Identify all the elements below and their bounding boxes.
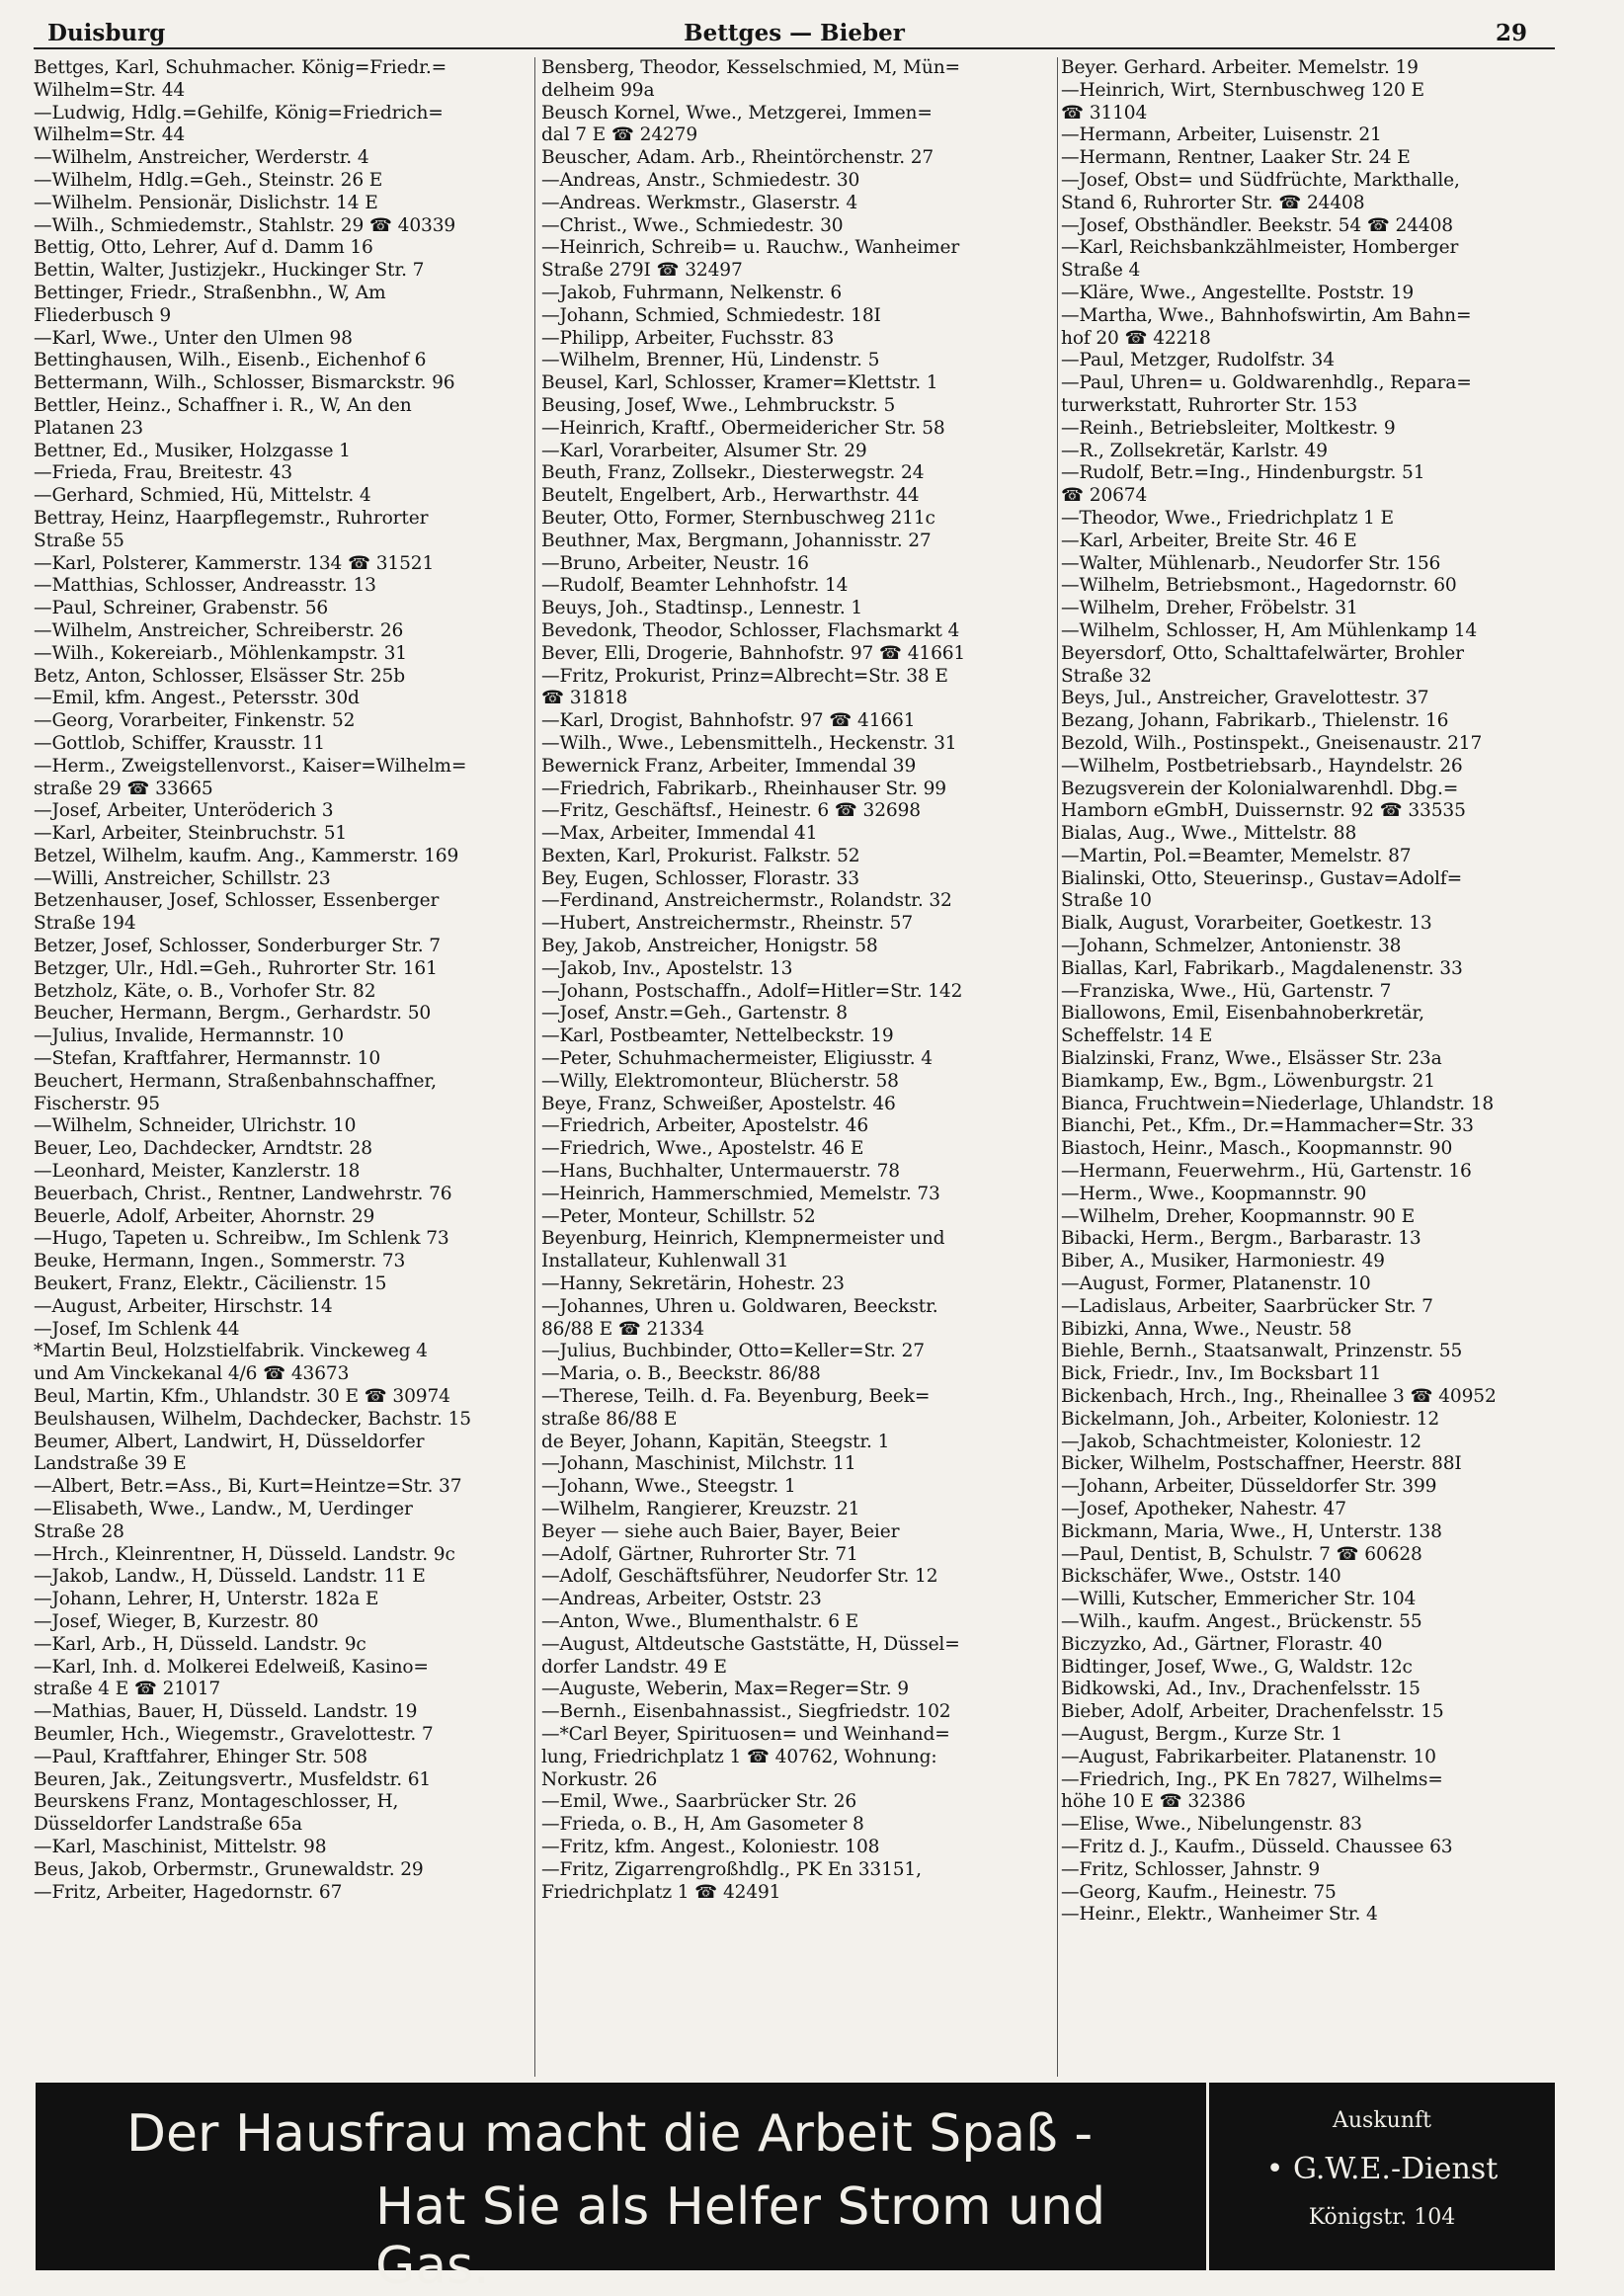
directory-entry-line: Bettges, Karl, Schuhmacher. König=Friedr.= (34, 57, 447, 78)
directory-entry-line: —Johann, Wwe., Steegstr. 1 (541, 1476, 796, 1498)
directory-entry-line: —Herm., Zweigstellenvorst., Kaiser=Wilhelm= (34, 755, 467, 777)
directory-entry-line: —Johann, Postschaffn., Adolf=Hitler=Str. 142 (541, 980, 963, 1002)
page-number: 29 (1495, 20, 1527, 46)
directory-entry-line: Straße 55 (34, 530, 124, 551)
directory-entry-line: —Elisabeth, Wwe., Landw., M, Uerdinger (34, 1499, 413, 1519)
directory-entry-line: Bieber, Adolf, Arbeiter, Drachenfelsstr. 15 (1061, 1701, 1444, 1723)
directory-entry-line: —August, Altdeutsche Gaststätte, H, Düssel= (541, 1633, 960, 1655)
directory-entry-line: Straße 28 (34, 1520, 124, 1542)
directory-entry-line: —Matthias, Schlosser, Andreasstr. 13 (34, 575, 376, 597)
directory-entry-line: —Fritz, Arbeiter, Hagedornstr. 67 (34, 1881, 343, 1903)
directory-entry-line: straße 86/88 E (541, 1408, 678, 1430)
directory-entry-line: Beusing, Josef, Wwe., Lehmbruckstr. 5 (541, 394, 896, 416)
directory-entry-line: Bewernick Franz, Arbeiter, Immendal 39 (541, 755, 917, 777)
directory-column-2 (541, 57, 1055, 2083)
directory-entry-line: Bettner, Ed., Musiker, Holzgasse 1 (34, 440, 351, 461)
directory-entry-line: Straße 32 (1061, 665, 1152, 687)
directory-column-1 (34, 57, 528, 2083)
directory-entry-line: Beus, Jakob, Orbermstr., Grunewaldstr. 29 (34, 1858, 424, 1880)
directory-entry-line: —Rudolf, Beamter Lehnhofstr. 14 (541, 575, 849, 597)
directory-entry-line: —Fritz, Zigarrengroßhdlg., PK En 33151, (541, 1858, 922, 1880)
directory-entry-line: Bettig, Otto, Lehrer, Auf d. Damm 16 (34, 237, 373, 259)
directory-entry-line: —Andreas, Anstr., Schmiedestr. 30 (541, 169, 860, 191)
directory-entry-line: Bibacki, Herm., Bergm., Barbarastr. 13 (1061, 1228, 1421, 1250)
directory-entry-line: lung, Friedrichplatz 1 ☎ 40762, Wohnung: (541, 1746, 937, 1767)
directory-entry-line: Landstraße 39 E (34, 1453, 187, 1475)
directory-entry-line: —Josef, Im Schlenk 44 (34, 1318, 240, 1340)
directory-entry-line: —Julius, Buchbinder, Otto=Keller=Str. 27 (541, 1341, 925, 1362)
directory-entry-line: Wilhelm=Str. 44 (34, 124, 186, 146)
directory-entry-line: hof 20 ☎ 42218 (1061, 327, 1211, 349)
directory-entry-line: Bever, Elli, Drogerie, Bahnhofstr. 97 ☎ 41661 (541, 642, 966, 664)
directory-entry-line: Bexten, Karl, Prokurist. Falkstr. 52 (541, 845, 860, 866)
directory-entry-line: Bettin, Walter, Justizjekr., Huckinger Str. 7 (34, 260, 425, 282)
directory-entry-line: Beuthner, Max, Bergmann, Johannisstr. 27 (541, 530, 932, 551)
directory-entry-line: Beuchert, Hermann, Straßenbahnschaffner, (34, 1070, 437, 1092)
ad-slogan-line-1: Der Hausfrau macht die Arbeit Spaß - (126, 2104, 1094, 2164)
directory-entry-line: —Stefan, Kraftfahrer, Hermannstr. 10 (34, 1048, 381, 1070)
directory-entry-line: —Hugo, Tapeten u. Schreibw., Im Schlenk 73 (34, 1228, 449, 1250)
directory-entry-line: Beuys, Joh., Stadtinsp., Lennestr. 1 (541, 598, 863, 619)
directory-entry-line: Beuer, Leo, Dachdecker, Arndtstr. 28 (34, 1138, 372, 1160)
directory-entry-line: —Ludwig, Hdlg.=Gehilfe, König=Friedrich= (34, 102, 444, 123)
directory-entry-line: Betzger, Ulr., Hdl.=Geh., Ruhrorter Str. 161 (34, 957, 438, 979)
directory-entry-line: und Am Vinckekanal 4/6 ☎ 43673 (34, 1363, 350, 1385)
directory-entry-line: Biehle, Bernh., Staatsanwalt, Prinzenstr. 55 (1061, 1341, 1463, 1362)
directory-entry-line: Betz, Anton, Schlosser, Elsässer Str. 25b (34, 665, 405, 687)
directory-entry-line: —Heinrich, Schreib= u. Rauchw., Wanheimer (541, 237, 960, 259)
directory-entry-line: Beyer — siehe auch Baier, Bayer, Beier (541, 1520, 900, 1542)
directory-entry-line: —Willi, Kutscher, Emmericher Str. 104 (1061, 1589, 1417, 1610)
directory-entry-line: —Maria, o. B., Beeckstr. 86/88 (541, 1363, 821, 1385)
directory-entry-line: *Martin Beul, Holzstielfabrik. Vinckeweg 4 (34, 1341, 428, 1362)
directory-entry-line: Bialinski, Otto, Steuerinsp., Gustav=Adolf= (1061, 867, 1463, 889)
directory-entry-line: —Wilhelm, Betriebsmont., Hagedornstr. 60 (1061, 575, 1457, 597)
directory-entry-line: —Rudolf, Betr.=Ing., Hindenburgstr. 51 (1061, 462, 1425, 484)
directory-entry-line: Biallas, Karl, Fabrikarb., Magdalenenstr. 33 (1061, 957, 1463, 979)
directory-entry-line: —Johann, Lehrer, H, Unterstr. 182a E (34, 1589, 379, 1610)
directory-entry-line: —Reinh., Betriebsleiter, Moltkestr. 9 (1061, 417, 1396, 439)
directory-entry-line: Bezugsverein der Kolonialwarenhdl. Dbg.= (1061, 778, 1459, 799)
directory-entry-line: Beumer, Albert, Landwirt, H, Düsseldorfer (34, 1431, 425, 1452)
directory-entry-line: 86/88 E ☎ 21334 (541, 1318, 704, 1340)
directory-entry-line: —Wilhelm, Schneider, Ulrichstr. 10 (34, 1115, 357, 1137)
directory-entry-line: —Karl, Wwe., Unter den Ulmen 98 (34, 327, 353, 349)
header-title: Bettges — Bieber (684, 20, 905, 46)
directory-entry-line: —Peter, Monteur, Schillstr. 52 (541, 1205, 816, 1227)
directory-entry-line: —Paul, Schreiner, Grabenstr. 56 (34, 598, 329, 619)
directory-entry-line: —Wilh., Schmiedemstr., Stahlstr. 29 ☎ 40339 (34, 214, 456, 236)
directory-entry-line: Platanen 23 (34, 417, 143, 439)
directory-entry-line: Biastoch, Heinr., Masch., Koopmannstr. 90 (1061, 1138, 1453, 1160)
directory-entry-line: Bettinghausen, Wilh., Eisenb., Eichenhof 6 (34, 350, 427, 371)
column-divider (534, 57, 535, 2077)
directory-entry-line: Beyenburg, Heinrich, Klempnermeister und (541, 1228, 945, 1250)
directory-entry-line: straße 29 ☎ 33665 (34, 778, 213, 799)
directory-entry-line: Straße 4 (1061, 260, 1141, 282)
directory-entry-line: Betzenhauser, Josef, Schlosser, Essenberger (34, 890, 440, 912)
directory-entry-line: Beyer. Gerhard. Arbeiter. Memelstr. 19 (1061, 57, 1419, 78)
directory-entry-line: Beusch Kornel, Wwe., Metzgerei, Immen= (541, 102, 933, 123)
directory-entry-line: Installateur, Kuhlenwall 31 (541, 1251, 789, 1272)
directory-entry-line: Scheffelstr. 14 E (1061, 1025, 1213, 1047)
directory-entry-line: Friedrichplatz 1 ☎ 42491 (541, 1881, 781, 1903)
directory-entry-line: —Wilhelm, Postbetriebsarb., Hayndelstr. 26 (1061, 755, 1463, 777)
column-divider (1057, 57, 1058, 2077)
directory-entry-line: —Frieda, Frau, Breitestr. 43 (34, 462, 292, 484)
directory-entry-line: turwerkstatt, Ruhrorter Str. 153 (1061, 394, 1358, 416)
directory-entry-line: dal 7 E ☎ 24279 (541, 124, 698, 146)
directory-entry-line: ☎ 31818 (541, 688, 628, 709)
directory-entry-line: —Karl, Drogist, Bahnhofstr. 97 ☎ 41661 (541, 710, 916, 732)
directory-entry-line: —Hans, Buchhalter, Untermauerstr. 78 (541, 1161, 900, 1183)
directory-entry-line: Bettinger, Friedr., Straßenbhn., W, Am (34, 282, 386, 303)
ad-slogan (36, 2083, 1197, 2296)
directory-entry-line: —Wilhelm, Anstreicher, Werderstr. 4 (34, 147, 369, 169)
directory-entry-line: —Karl, Vorarbeiter, Alsumer Str. 29 (541, 440, 867, 461)
directory-entry-line: —August, Bergm., Kurze Str. 1 (1061, 1723, 1342, 1745)
directory-entry-line: Beyersdorf, Otto, Schalttafelwärter, Brohler (1061, 642, 1464, 664)
directory-entry-line: Biber, A., Musiker, Harmoniestr. 49 (1061, 1251, 1385, 1272)
directory-entry-line: Bianchi, Pet., Kfm., Dr.=Hammacher=Str. 33 (1061, 1115, 1474, 1137)
directory-entry-line: Bialk, August, Vorarbeiter, Goetkestr. 13 (1061, 913, 1432, 935)
directory-column-3 (1061, 57, 1555, 2083)
directory-entry-line: —Friedrich, Fabrikarb., Rheinhauser Str. 99 (541, 778, 946, 799)
directory-entry-line: —Wilhelm, Dreher, Fröbelstr. 31 (1061, 598, 1358, 619)
directory-entry-line: —Hermann, Arbeiter, Luisenstr. 21 (1061, 124, 1382, 146)
directory-entry-line: —Heinrich, Hammerschmied, Memelstr. 73 (541, 1183, 940, 1204)
directory-entry-line: —Paul, Metzger, Rudolfstr. 34 (1061, 350, 1335, 371)
directory-entry-line: Bicker, Wilhelm, Postschaffner, Heerstr. 88I (1061, 1453, 1462, 1475)
directory-entry-line: —Josef, Apotheker, Nahestr. 47 (1061, 1499, 1346, 1519)
directory-entry-line: —Fritz d. J., Kaufm., Düsseld. Chaussee 63 (1061, 1836, 1453, 1857)
directory-entry-line: —Karl, Arbeiter, Steinbruchstr. 51 (34, 823, 348, 845)
directory-entry-line: —Josef, Wieger, B, Kurzestr. 80 (34, 1610, 319, 1632)
header-rule (34, 47, 1555, 49)
directory-entry-line: —Jakob, Fuhrmann, Nelkenstr. 6 (541, 282, 843, 303)
directory-entry-line: Beukert, Franz, Elektr., Cäcilienstr. 15 (34, 1273, 387, 1295)
directory-entry-line: —Peter, Schuhmachermeister, Eligiusstr. 4 (541, 1048, 933, 1070)
directory-entry-line: —Max, Arbeiter, Immendal 41 (541, 823, 818, 845)
directory-entry-line: Bibizki, Anna, Wwe., Neustr. 58 (1061, 1318, 1352, 1340)
directory-entry-line: —Willi, Anstreicher, Schillstr. 23 (34, 867, 331, 889)
directory-entry-line: —Friedrich, Arbeiter, Apostelstr. 46 (541, 1115, 869, 1137)
directory-entry-line: Beutelt, Engelbert, Arb., Herwarthstr. 44 (541, 485, 920, 507)
directory-entry-line: Beucher, Hermann, Bergm., Gerhardstr. 50 (34, 1003, 432, 1025)
directory-entry-line: —Georg, Vorarbeiter, Finkenstr. 52 (34, 710, 356, 732)
directory-entry-line: Beul, Martin, Kfm., Uhlandstr. 30 E ☎ 30974 (34, 1386, 450, 1408)
directory-entry-line: Stand 6, Ruhrorter Str. ☎ 24408 (1061, 192, 1365, 213)
directory-entry-line: dorfer Landstr. 49 E (541, 1656, 727, 1678)
directory-entry-line: —Christ., Wwe., Schmiedestr. 30 (541, 214, 844, 236)
directory-entry-line: —Friedrich, Ing., PK En 7827, Wilhelms= (1061, 1768, 1443, 1790)
directory-entry-line: —Heinrich, Kraftf., Obermeidericher Str. 58 (541, 417, 945, 439)
directory-entry-line: Bensberg, Theodor, Kesselschmied, M, Mün= (541, 57, 960, 78)
directory-entry-line: —Johannes, Uhren u. Goldwaren, Beeckstr. (541, 1295, 938, 1317)
directory-entry-line: —Hermann, Feuerwehrm., Hü, Gartenstr. 16 (1061, 1161, 1472, 1183)
directory-entry-line: Düsseldorfer Landstraße 65a (34, 1814, 302, 1836)
directory-entry-line: Biamkamp, Ew., Bgm., Löwenburgstr. 21 (1061, 1070, 1435, 1092)
directory-entry-line: Bickenbach, Hrch., Ing., Rheinallee 3 ☎ 40952 (1061, 1386, 1497, 1408)
directory-entry-line: Bettermann, Wilh., Schlosser, Bismarckstr. 96 (34, 372, 455, 394)
directory-entry-line: Bickelmann, Joh., Arbeiter, Koloniestr. 12 (1061, 1408, 1440, 1430)
directory-entry-line: —Willy, Elektromonteur, Blücherstr. 58 (541, 1070, 899, 1092)
directory-entry-line: Bick, Friedr., Inv., Im Bocksbart 11 (1061, 1363, 1382, 1385)
directory-entry-line: Betzer, Josef, Schlosser, Sonderburger Str. 7 (34, 936, 441, 957)
directory-entry-line: —Wilhelm. Pensionär, Dislichstr. 14 E (34, 192, 378, 213)
directory-entry-line: —Karl, Reichsbankzählmeister, Homberger (1061, 237, 1459, 259)
directory-entry-line: Beuerbach, Christ., Rentner, Landwehrstr. 76 (34, 1183, 452, 1204)
directory-entry-line: —*Carl Beyer, Spirituosen= und Weinhand= (541, 1723, 950, 1745)
header-city: Duisburg (47, 20, 166, 46)
directory-entry-line: —Paul, Uhren= u. Goldwarenhdlg., Repara= (1061, 372, 1472, 394)
directory-entry-line: Norkustr. 26 (541, 1768, 658, 1790)
directory-entry-line: —Anton, Wwe., Blumenthalstr. 6 E (541, 1610, 859, 1632)
directory-entry-line: Bidtinger, Josef, Wwe., G, Waldstr. 12c (1061, 1656, 1413, 1678)
directory-entry-line: —Karl, Arbeiter, Breite Str. 46 E (1061, 530, 1357, 551)
directory-entry-line: —Jakob, Schachtmeister, Koloniestr. 12 (1061, 1431, 1421, 1452)
page-header (34, 16, 1555, 49)
directory-entry-line: ☎ 20674 (1061, 485, 1148, 507)
directory-entry-line: —Hrch., Kleinrentner, H, Düsseld. Landstr. 9c (34, 1543, 455, 1565)
directory-entry-line: —Therese, Teilh. d. Fa. Beyenburg, Beek= (541, 1386, 931, 1408)
directory-entry-line: Beuerle, Adolf, Arbeiter, Ahornstr. 29 (34, 1205, 375, 1227)
directory-entry-line: —Johann, Arbeiter, Düsseldorfer Str. 399 (1061, 1476, 1437, 1498)
directory-columns (34, 57, 1555, 2083)
directory-entry-line: —Emil, kfm. Angest., Petersstr. 30d (34, 688, 360, 709)
directory-entry-line: —Kläre, Wwe., Angestellte. Poststr. 19 (1061, 282, 1415, 303)
directory-entry-line: —Georg, Kaufm., Heinestr. 75 (1061, 1881, 1337, 1903)
directory-entry-line: Fliederbusch 9 (34, 304, 172, 326)
directory-entry-line: Bey, Eugen, Schlosser, Florastr. 33 (541, 867, 859, 889)
directory-entry-line: Straße 10 (1061, 890, 1152, 912)
directory-entry-line: —Friedrich, Wwe., Apostelstr. 46 E (541, 1138, 864, 1160)
directory-entry-line: —Jakob, Inv., Apostelstr. 13 (541, 957, 793, 979)
directory-entry-line: —Karl, Inh. d. Molkerei Edelweiß, Kasino= (34, 1656, 429, 1678)
directory-entry-line: Bidkowski, Ad., Inv., Drachenfelsstr. 15 (1061, 1679, 1421, 1700)
directory-entry-line: —August, Former, Platanenstr. 10 (1061, 1273, 1371, 1295)
directory-entry-line: —Karl, Polsterer, Kammerstr. 134 ☎ 31521 (34, 552, 435, 574)
directory-entry-line: Beuter, Otto, Former, Sternbuschweg 211c (541, 507, 935, 529)
directory-entry-line: —Albert, Betr.=Ass., Bi, Kurt=Heintze=Str. 37 (34, 1476, 462, 1498)
directory-entry-line: Beuren, Jak., Zeitungsvertr., Musfeldstr. 61 (34, 1768, 432, 1790)
directory-entry-line: —Leonhard, Meister, Kanzlerstr. 18 (34, 1161, 361, 1183)
directory-entry-line: höhe 10 E ☎ 32386 (1061, 1791, 1246, 1813)
directory-entry-line: —Karl, Arb., H, Düsseld. Landstr. 9c (34, 1633, 366, 1655)
directory-entry-line: Straße 194 (34, 913, 136, 935)
directory-entry-line: —Wilhelm, Anstreicher, Schreiberstr. 26 (34, 619, 404, 641)
directory-entry-line: Straße 279I ☎ 32497 (541, 260, 743, 282)
directory-entry-line: Hamborn eGmbH, Duissernstr. 92 ☎ 33535 (1061, 800, 1466, 822)
directory-entry-line: —Martha, Wwe., Bahnhofswirtin, Am Bahn= (1061, 304, 1472, 326)
directory-entry-line: —August, Arbeiter, Hirschstr. 14 (34, 1295, 333, 1317)
directory-entry-line: ☎ 31104 (1061, 102, 1148, 123)
directory-entry-line: Bevedonk, Theodor, Schlosser, Flachsmarkt 4 (541, 619, 960, 641)
directory-entry-line: —Wilhelm, Hdlg.=Geh., Steinstr. 26 E (34, 169, 383, 191)
directory-entry-line: —Fritz, Schlosser, Jahnstr. 9 (1061, 1858, 1321, 1880)
ad-info-name: • G.W.E.-Dienst (1265, 2152, 1499, 2186)
directory-entry-line: —Heinrich, Wirt, Sternbuschweg 120 E (1061, 79, 1424, 101)
directory-entry-line: Wilhelm=Str. 44 (34, 79, 186, 101)
directory-entry-line: Beurskens Franz, Montageschlosser, H, (34, 1791, 399, 1813)
directory-entry-line: —Fritz, kfm. Angest., Koloniestr. 108 (541, 1836, 880, 1857)
directory-entry-line: Beusel, Karl, Schlosser, Kramer=Klettstr. 1 (541, 372, 938, 394)
directory-entry-line: Betzel, Wilhelm, kaufm. Ang., Kammerstr. 169 (34, 845, 459, 866)
directory-entry-line: Beys, Jul., Anstreicher, Gravelottestr. 37 (1061, 688, 1429, 709)
directory-entry-line: —Wilhelm, Rangierer, Kreuzstr. 21 (541, 1499, 860, 1519)
directory-entry-line: —Jakob, Landw., H, Düsseld. Landstr. 11 E (34, 1566, 426, 1588)
directory-entry-line: —Bernh., Eisenbahnassist., Siegfriedstr. 102 (541, 1701, 951, 1723)
directory-entry-line: —Ladislaus, Arbeiter, Saarbrücker Str. 7 (1061, 1295, 1433, 1317)
directory-entry-line: Bianca, Fruchtwein=Niederlage, Uhlandstr. 18 (1061, 1093, 1495, 1114)
directory-entry-line: —Auguste, Weberin, Max=Reger=Str. 9 (541, 1679, 909, 1700)
directory-entry-line: —Mathias, Bauer, H, Düsseld. Landstr. 19 (34, 1701, 418, 1723)
directory-entry-line: Beumler, Hch., Wiegemstr., Gravelottestr. 7 (34, 1723, 434, 1745)
directory-entry-line: —Wilhelm, Schlosser, H, Am Mühlenkamp 14 (1061, 619, 1478, 641)
directory-entry-line: —Johann, Schmied, Schmiedestr. 18I (541, 304, 881, 326)
directory-entry-line: —Frieda, o. B., H, Am Gasometer 8 (541, 1814, 864, 1836)
directory-entry-line: —Ferdinand, Anstreichermstr., Rolandstr. 32 (541, 890, 952, 912)
directory-entry-line: Beuscher, Adam. Arb., Rheintörchenstr. 27 (541, 147, 934, 169)
directory-entry-line: Bey, Jakob, Anstreicher, Honigstr. 58 (541, 936, 878, 957)
directory-entry-line: —Hermann, Rentner, Laaker Str. 24 E (1061, 147, 1411, 169)
ad-info-box (1206, 2083, 1555, 2270)
directory-entry-line: —Paul, Dentist, B, Schulstr. 7 ☎ 60628 (1061, 1543, 1422, 1565)
directory-entry-line: Biczyzko, Ad., Gärtner, Florastr. 40 (1061, 1633, 1383, 1655)
directory-entry-line: —Heinr., Elektr., Wanheimer Str. 4 (1061, 1904, 1378, 1926)
directory-entry-line: Betzholz, Käte, o. B., Vorhofer Str. 82 (34, 980, 376, 1002)
directory-entry-line: —Theodor, Wwe., Friedrichplatz 1 E (1061, 507, 1394, 529)
directory-entry-line: —Josef, Arbeiter, Unteröderich 3 (34, 800, 334, 822)
directory-entry-line: —Josef, Obst= und Südfrüchte, Markthalle, (1061, 169, 1460, 191)
directory-entry-line: —Wilhelm, Brenner, Hü, Lindenstr. 5 (541, 350, 880, 371)
directory-entry-line: —Josef, Anstr.=Geh., Gartenstr. 8 (541, 1003, 848, 1025)
directory-entry-line: —Philipp, Arbeiter, Fuchsstr. 83 (541, 327, 835, 349)
advertisement-banner (36, 2083, 1555, 2296)
directory-entry-line: —Adolf, Gärtner, Ruhrorter Str. 71 (541, 1543, 858, 1565)
directory-entry-line: Bezold, Wilh., Postinspekt., Gneisenaustr. 217 (1061, 732, 1483, 754)
directory-entry-line: —Elise, Wwe., Nibelungenstr. 83 (1061, 1814, 1362, 1836)
directory-entry-line: Biallowons, Emil, Eisenbahnoberkretär, (1061, 1003, 1424, 1025)
directory-entry-line: Bialas, Aug., Wwe., Mittelstr. 88 (1061, 823, 1357, 845)
directory-entry-line: —Wilh., Kokereiarb., Möhlenkampstr. 31 (34, 642, 407, 664)
directory-entry-line: —Johann, Maschinist, Milchstr. 11 (541, 1453, 856, 1475)
directory-entry-line: —Hanny, Sekretärin, Hohestr. 23 (541, 1273, 845, 1295)
directory-entry-line: —Gottlob, Schiffer, Krausstr. 11 (34, 732, 325, 754)
directory-entry-line: Fischerstr. 95 (34, 1093, 160, 1114)
directory-entry-line: de Beyer, Johann, Kapitän, Steegstr. 1 (541, 1431, 890, 1452)
directory-entry-line: Bickmann, Maria, Wwe., H, Unterstr. 138 (1061, 1520, 1442, 1542)
directory-entry-line: —Fritz, Prokurist, Prinz=Albrecht=Str. 38 E (541, 665, 948, 687)
directory-entry-line: —Johann, Schmelzer, Antonienstr. 38 (1061, 936, 1402, 957)
directory-entry-line: Bialzinski, Franz, Wwe., Elsässer Str. 23a (1061, 1048, 1442, 1070)
directory-entry-line: —Hubert, Anstreichermstr., Rheinstr. 57 (541, 913, 914, 935)
directory-entry-line: —Julius, Invalide, Hermannstr. 10 (34, 1025, 344, 1047)
directory-entry-line: —Karl, Maschinist, Mittelstr. 98 (34, 1836, 327, 1857)
directory-entry-line: —Andreas. Werkmstr., Glaserstr. 4 (541, 192, 858, 213)
directory-entry-line: —Gerhard, Schmied, Hü, Mittelstr. 4 (34, 485, 371, 507)
ad-info-address: Königstr. 104 (1308, 2205, 1456, 2230)
directory-entry-line: —August, Fabrikarbeiter. Platanenstr. 10 (1061, 1746, 1436, 1767)
directory-entry-line: —Fritz, Geschäftsf., Heinestr. 6 ☎ 32698 (541, 800, 921, 822)
directory-entry-line: —Herm., Wwe., Koopmannstr. 90 (1061, 1183, 1367, 1204)
directory-entry-line: Bettray, Heinz, Haarpflegemstr., Ruhrorter (34, 507, 429, 529)
directory-entry-line: Beye, Franz, Schweißer, Apostelstr. 46 (541, 1093, 896, 1114)
directory-entry-line: —Emil, Wwe., Saarbrücker Str. 26 (541, 1791, 857, 1813)
directory-entry-line: straße 4 E ☎ 21017 (34, 1679, 221, 1700)
directory-entry-line: —Adolf, Geschäftsführer, Neudorfer Str. 12 (541, 1566, 938, 1588)
directory-entry-line: —Wilh., Wwe., Lebensmittelh., Heckenstr. 31 (541, 732, 957, 754)
directory-entry-line: —Martin, Pol.=Beamter, Memelstr. 87 (1061, 845, 1412, 866)
directory-entry-line: Bickschäfer, Wwe., Oststr. 140 (1061, 1566, 1341, 1588)
directory-entry-line: —Wilh., kaufm. Angest., Brückenstr. 55 (1061, 1610, 1422, 1632)
directory-entry-line: —Karl, Postbeamter, Nettelbeckstr. 19 (541, 1025, 894, 1047)
directory-entry-line: —Josef, Obsthändler. Beekstr. 54 ☎ 24408 (1061, 214, 1453, 236)
directory-entry-line: Bettler, Heinz., Schaffner i. R., W, An den (34, 394, 412, 416)
directory-entry-line: —R., Zollsekretär, Karlstr. 49 (1061, 440, 1328, 461)
directory-entry-line: —Walter, Mühlenarb., Neudorfer Str. 156 (1061, 552, 1441, 574)
directory-entry-line: —Wilhelm, Dreher, Koopmannstr. 90 E (1061, 1205, 1416, 1227)
directory-entry-line: —Franziska, Wwe., Hü, Gartenstr. 7 (1061, 980, 1392, 1002)
directory-entry-line: delheim 99a (541, 79, 655, 101)
ad-slogan-line-2: Hat Sie als Helfer Strom und Gas. (375, 2177, 1106, 2296)
directory-entry-line: Beuth, Franz, Zollsekr., Diesterwegstr. 24 (541, 462, 925, 484)
directory-entry-line: Bezang, Johann, Fabrikarb., Thielenstr. 16 (1061, 710, 1449, 732)
directory-entry-line: —Paul, Kraftfahrer, Ehinger Str. 508 (34, 1746, 367, 1767)
ad-info-title: Auskunft (1333, 2108, 1431, 2133)
directory-entry-line: —Andreas, Arbeiter, Oststr. 23 (541, 1589, 822, 1610)
directory-entry-line: Beulshausen, Wilhelm, Dachdecker, Bachstr. 15 (34, 1408, 471, 1430)
directory-entry-line: Beuke, Hermann, Ingen., Sommerstr. 73 (34, 1251, 406, 1272)
directory-entry-line: —Bruno, Arbeiter, Neustr. 16 (541, 552, 809, 574)
